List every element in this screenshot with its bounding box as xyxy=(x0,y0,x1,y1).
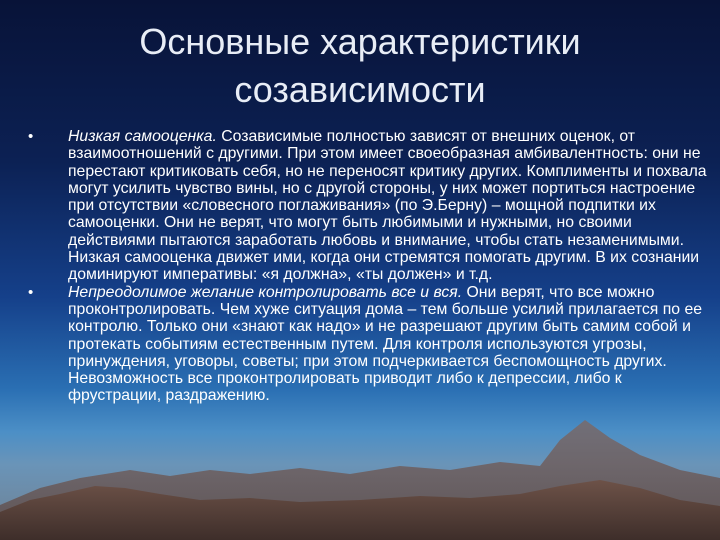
bullet-icon: • xyxy=(28,283,34,301)
bullet-list xyxy=(22,128,708,405)
slide-title xyxy=(60,18,660,114)
item-lead: Низкая самооценка. xyxy=(68,128,217,145)
bullet-icon: • xyxy=(28,128,34,145)
title-line-2: созависимости xyxy=(234,69,486,110)
item-text xyxy=(68,128,707,283)
item-body: Созависимые полностью зависят от внешних оценок, от взаимоотношений с другими. При этом имеет своеобразная амбивалентность: они не перестают критиковать себя, но не переносят критику других. Комплименты и похвала могут усилить чувство вины, но с другой стороны, у них может портиться настроение при отсутствии «словесного поглаживания» (по Э.Берну) – мощной подпитки их самооценки. Они не верят, что могут быть любимыми и нужными, но своими действиями пытаются заработать любовь и внимание, чтобы стать незаменимыми. Низкая самооценка движет ими, когда они стремятся помогать другим. В их сознании доминируют императивы: «я должна», «ты должен» и т.д. xyxy=(68,128,707,284)
item-body: Они верят, что все можно проконтролировать. Чем хуже ситуация дома – тем больше усилий прилагается по ее контролю. Только они «знают как надо» и не разрешают другим быть самим собой и протекать событиям естественным путем. Для контроля используются угрозы, принуждения, уговоры, советы; при этом подчеркивается беспомощность других. Невозможность все проконтролировать приводит либо к депрессии, либо к фрустрации, раздражению. xyxy=(68,283,703,405)
item-lead: Непреодолимое желание контролировать все и вся. xyxy=(68,283,463,301)
list-item xyxy=(22,284,708,405)
list-item xyxy=(22,128,708,284)
title-line-1: Основные характеристики xyxy=(139,21,581,62)
item-text xyxy=(68,284,702,405)
